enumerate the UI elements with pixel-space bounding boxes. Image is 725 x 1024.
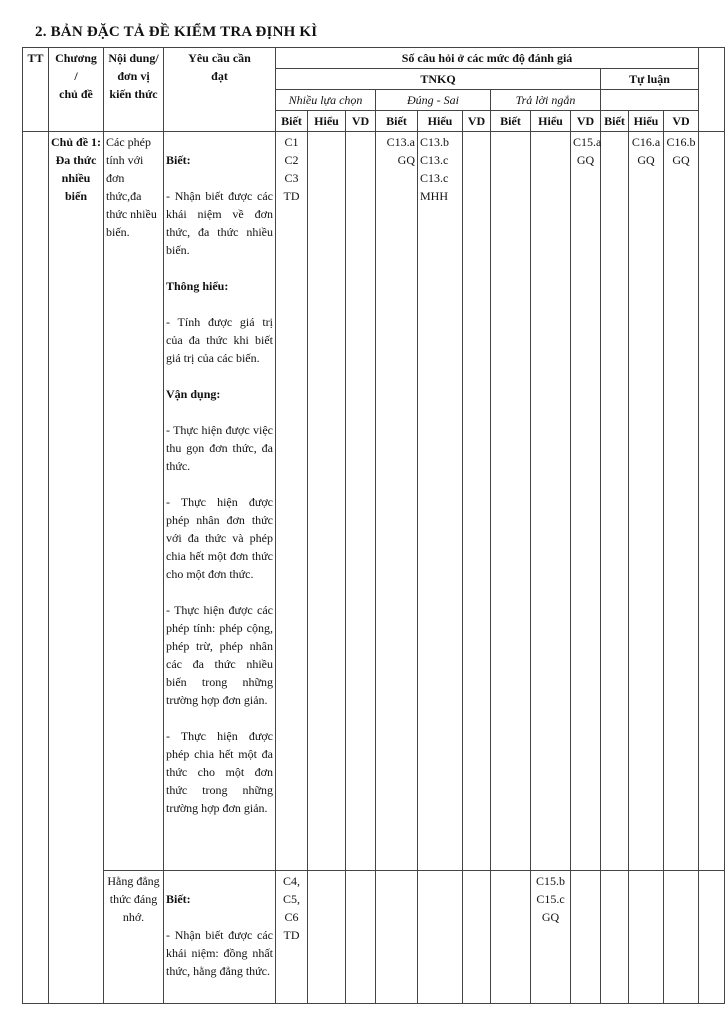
cell-r1-tf-know: C13.a GQ [376, 132, 418, 871]
cell-r2-essay-apply [664, 871, 699, 1004]
document-title: 2. BẢN ĐẶC TẢ ĐỀ KIỂM TRA ĐỊNH KÌ [35, 24, 318, 40]
requirement-item: - Thực hiện được các phép tính: phép cộng, phép trừ, phép nhân các đa thức nhiều biến trong những trường hợp đơn giản. [166, 603, 273, 707]
header-sub-short-answer: Trả lời ngắn [491, 90, 601, 111]
level-essay-apply: VD [664, 111, 699, 132]
requirement-item: - Thực hiện được phép chia hết một đa thức cho một đơn thức trong những trường hợp đơn giản. [166, 729, 273, 815]
header-row-1 [23, 48, 725, 69]
cell-r1-mc-know: C1 C2 C3 TD [276, 132, 308, 871]
cell-r2-mc-know: C4, C5, C6 TD [276, 871, 308, 1004]
table-row-1 [23, 132, 725, 871]
cell-r2-content-unit: Hằng đẳng thức đáng nhớ. [104, 871, 164, 1004]
spec-table [22, 47, 725, 1004]
requirement-item: - Tính được giá trị của đa thức khi biết giá trị của các biến. [166, 315, 273, 365]
cell-r2-tf-understand [418, 871, 463, 1004]
requirement-heading: Biết: [166, 153, 191, 167]
requirement-item: - Nhận biết được các khái niệm về đơn thức, đa thức nhiều biến. [166, 189, 273, 257]
cell-r1-tf-apply [463, 132, 491, 871]
header-chapter: Chương / chủ đề [49, 48, 104, 132]
level-sa-apply: VD [571, 111, 601, 132]
header-sub-multiple-choice: Nhiều lựa chọn [276, 90, 376, 111]
header-question-count: Số câu hỏi ở các mức độ đánh giá [276, 48, 699, 69]
cell-r1-chapter: Chủ đề 1: Đa thức nhiều biến [49, 132, 104, 1004]
requirement-item: - Thực hiện được phép nhân đơn thức với đa thức và phép chia hết một đơn thức cho một đơn thức. [166, 495, 273, 581]
level-mc-understand: Hiểu [308, 111, 346, 132]
cell-r1-mc-understand [308, 132, 346, 871]
cell-r1-mc-apply [346, 132, 376, 871]
cell-r1-sa-understand [531, 132, 571, 871]
requirement-item: - Nhận biết được các khái niệm: đồng nhất thức, hằng đẳng thức. [166, 928, 273, 978]
level-essay-understand: Hiểu [629, 111, 664, 132]
level-sa-know: Biết [491, 111, 531, 132]
header-group-tnkq: TNKQ [276, 69, 601, 90]
level-mc-apply: VD [346, 111, 376, 132]
header-sub-essay-empty [601, 90, 699, 111]
cell-r2-mc-understand [308, 871, 346, 1004]
header-sub-true-false: Đúng - Sai [376, 90, 491, 111]
level-tf-know: Biết [376, 111, 418, 132]
cell-r1-sa-apply: C15.a GQ [571, 132, 601, 871]
level-sa-understand: Hiểu [531, 111, 571, 132]
header-group-essay: Tự luận [601, 69, 699, 90]
requirement-heading: Thông hiểu: [166, 279, 229, 293]
level-mc-know: Biết [276, 111, 308, 132]
cell-r2-sa-understand: C15.b C15.c GQ [531, 871, 571, 1004]
level-tf-apply: VD [463, 111, 491, 132]
cell-r2-essay-understand [629, 871, 664, 1004]
cell-r1-essay-know [601, 132, 629, 871]
cell-r2-tf-know [376, 871, 418, 1004]
cell-r2-mc-apply [346, 871, 376, 1004]
edge-sliver-header [699, 48, 725, 132]
cell-r1-essay-apply: C16.b GQ [664, 132, 699, 871]
header-requirement: Yêu cầu cần đạt [164, 48, 276, 132]
cell-r1-requirement [164, 132, 276, 871]
cell-r2-requirement [164, 871, 276, 1004]
cell-r1-sa-know [491, 132, 531, 871]
cell-r2-sa-apply [571, 871, 601, 1004]
header-content-unit: Nội dung/ đơn vị kiến thức [104, 48, 164, 132]
edge-sliver-r1 [699, 132, 725, 871]
requirement-heading: Vận dụng: [166, 387, 221, 401]
cell-r1-tf-understand: C13.b C13.c C13.c MHH [418, 132, 463, 871]
table-row-2 [23, 871, 725, 1004]
cell-r2-sa-know [491, 871, 531, 1004]
header-tt: TT [23, 48, 49, 132]
cell-r1-content-unit: Các phép tính với đơn thức,đa thức nhiều biến. [104, 132, 164, 871]
requirement-item: - Thực hiện được việc thu gọn đơn thức, đa thức. [166, 423, 273, 473]
cell-r1-essay-understand: C16.a GQ [629, 132, 664, 871]
cell-r2-essay-know [601, 871, 629, 1004]
cell-r2-tf-apply [463, 871, 491, 1004]
level-essay-know: Biết [601, 111, 629, 132]
requirement-heading: Biết: [166, 892, 191, 906]
edge-sliver-r2 [699, 871, 725, 1004]
cell-r1-tt [23, 132, 49, 1004]
level-tf-understand: Hiểu [418, 111, 463, 132]
